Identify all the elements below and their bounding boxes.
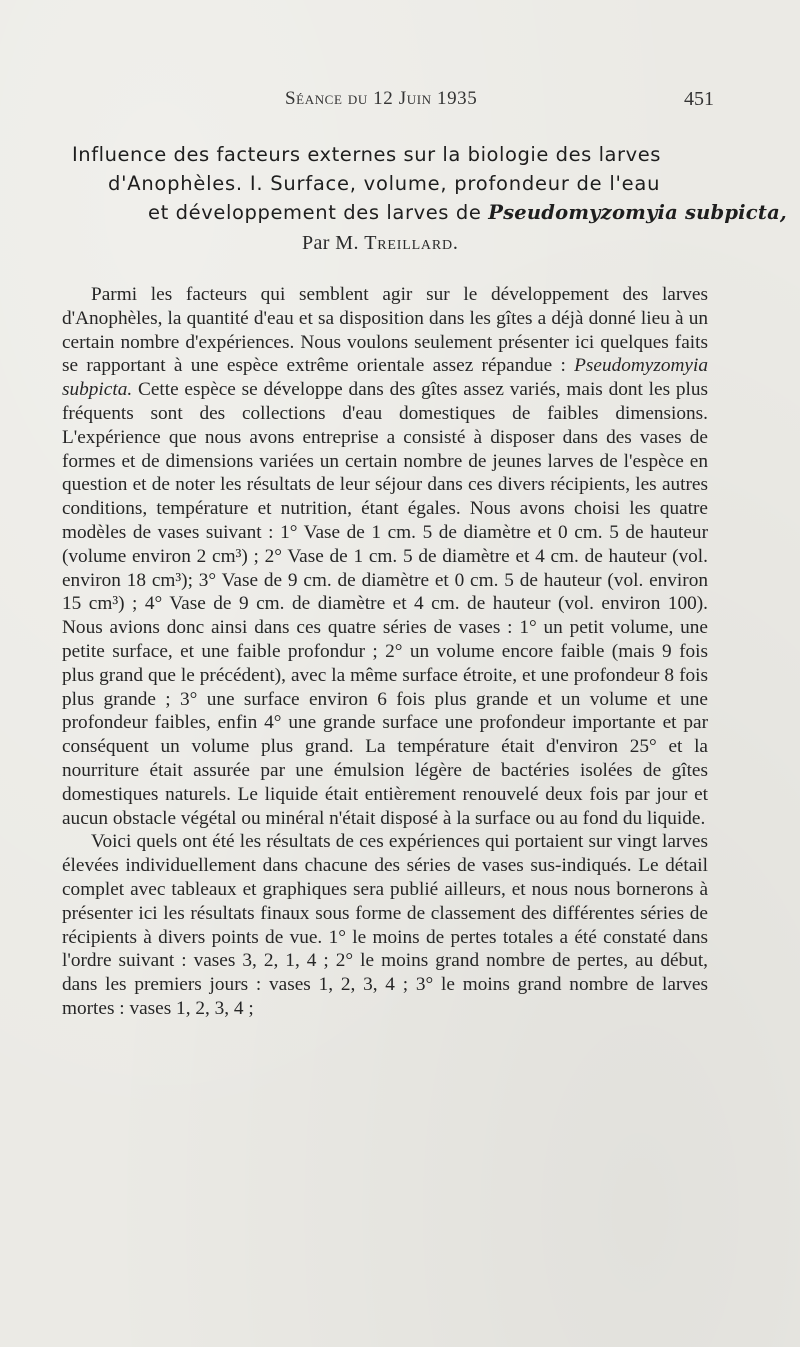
running-title: Séance du 12 Juin 1935 (285, 88, 478, 109)
paragraph-1-part-2: Cette espèce se développe dans des gîtes assez variés, mais dont les plus fréquents sont des collections d'eau domestiques de faibles dimensions. L'expérience que nous avons entreprise a consisté à disposer dans des vases de formes et de dimensions variées un certain nombre de jeunes larves de l'espèce en question et de noter les résultats de leur séjour dans ces divers récipients, les autres conditions, température et nutrition, étant égales. Nous avons choisi les quatre modèles de vases suivant : 1° Vase de 1 cm. 5 de diamètre et 0 cm. 5 de hauteur (volume environ 2 cm³) ; 2° Vase de 1 cm. 5 de diamètre et 4 cm. de hauteur (vol. environ 18 cm³); 3° Vase de 9 cm. de diamètre et 0 cm. 5 de hauteur (vol. environ 15 cm³) ; 4° Vase de 9 cm. de diamètre et 4 cm. de hauteur (vol. environ 100). Nous avions donc ainsi dans ces quatre séries de vases : 1° un petit volume, une petite surface, et une faible profondur ; 2° un volume encore faible (mais 9 fois plus grand que le précédent), avec la même surface étroite, et une profondeur 8 fois plus grande ; 3° une surface environ 6 fois plus grande et un volume et une profondeur faibles, enfin 4° une grande surface une profondeur importante et par conséquent un volume plus grand. La température était d'environ 25° et la nourriture était assurée par une émulsion légère de bactéries isolées de gîtes domestiques naturels. Le liquide était entièrement renouvelé deux fois par jour et aucun obstacle végétal ou minéral n'était disposé à la surface ou au fond du liquide. (62, 379, 708, 829)
page-number: 451 (684, 88, 714, 110)
paragraph-1-species: Pseudomyzomyia subpicta. (62, 355, 708, 401)
title-line-3 (60, 198, 787, 227)
title-line-2: d'Anophèles. I. Surface, volume, profondeur de l'eau (108, 172, 661, 195)
paragraph-1 (62, 283, 708, 830)
article-title (60, 140, 787, 227)
title-line-1: Influence des facteurs externes sur la biologie des larves (72, 143, 661, 166)
body-text (62, 283, 708, 1021)
title-species-name: Pseudomyzomyia subpicta, (488, 201, 787, 224)
running-header (0, 88, 800, 118)
byline-prefix: Par M. (302, 232, 365, 254)
title-line-3-prefix: et développement des larves de (148, 201, 489, 224)
paragraph-2: Voici quels ont été les résultats de ces expériences qui portaient sur vingt larves élevées individuellement dans chacune des séries de vases sus-indiqués. Le détail complet avec tableaux et graphiques sera publié ailleurs, et nous nous bornerons à présenter ici les résultats finaux sous forme de classement des différentes séries de récipients à divers points de vue. 1° le moins de pertes totales a été constaté dans l'ordre suivant : vases 3, 2, 1, 4 ; 2° le moins grand nombre de pertes, au début, dans les premiers jours : vases 1, 2, 3, 4 ; 3° le moins grand nombre de larves mortes : vases 1, 2, 3, 4 ; (62, 831, 708, 1019)
byline (302, 232, 459, 255)
paragraph-1-part-1: Parmi les facteurs qui semblent agir sur le développement des larves d'Anophèles, la quantité d'eau et sa disposition dans les gîtes a déjà donné lieu à un certain nombre d'expériences. Nous voulons seulement présenter ici quelques faits se rapportant à une espèce extrême orientale assez répandue : (62, 284, 708, 377)
author-name: Treillard. (364, 232, 459, 254)
